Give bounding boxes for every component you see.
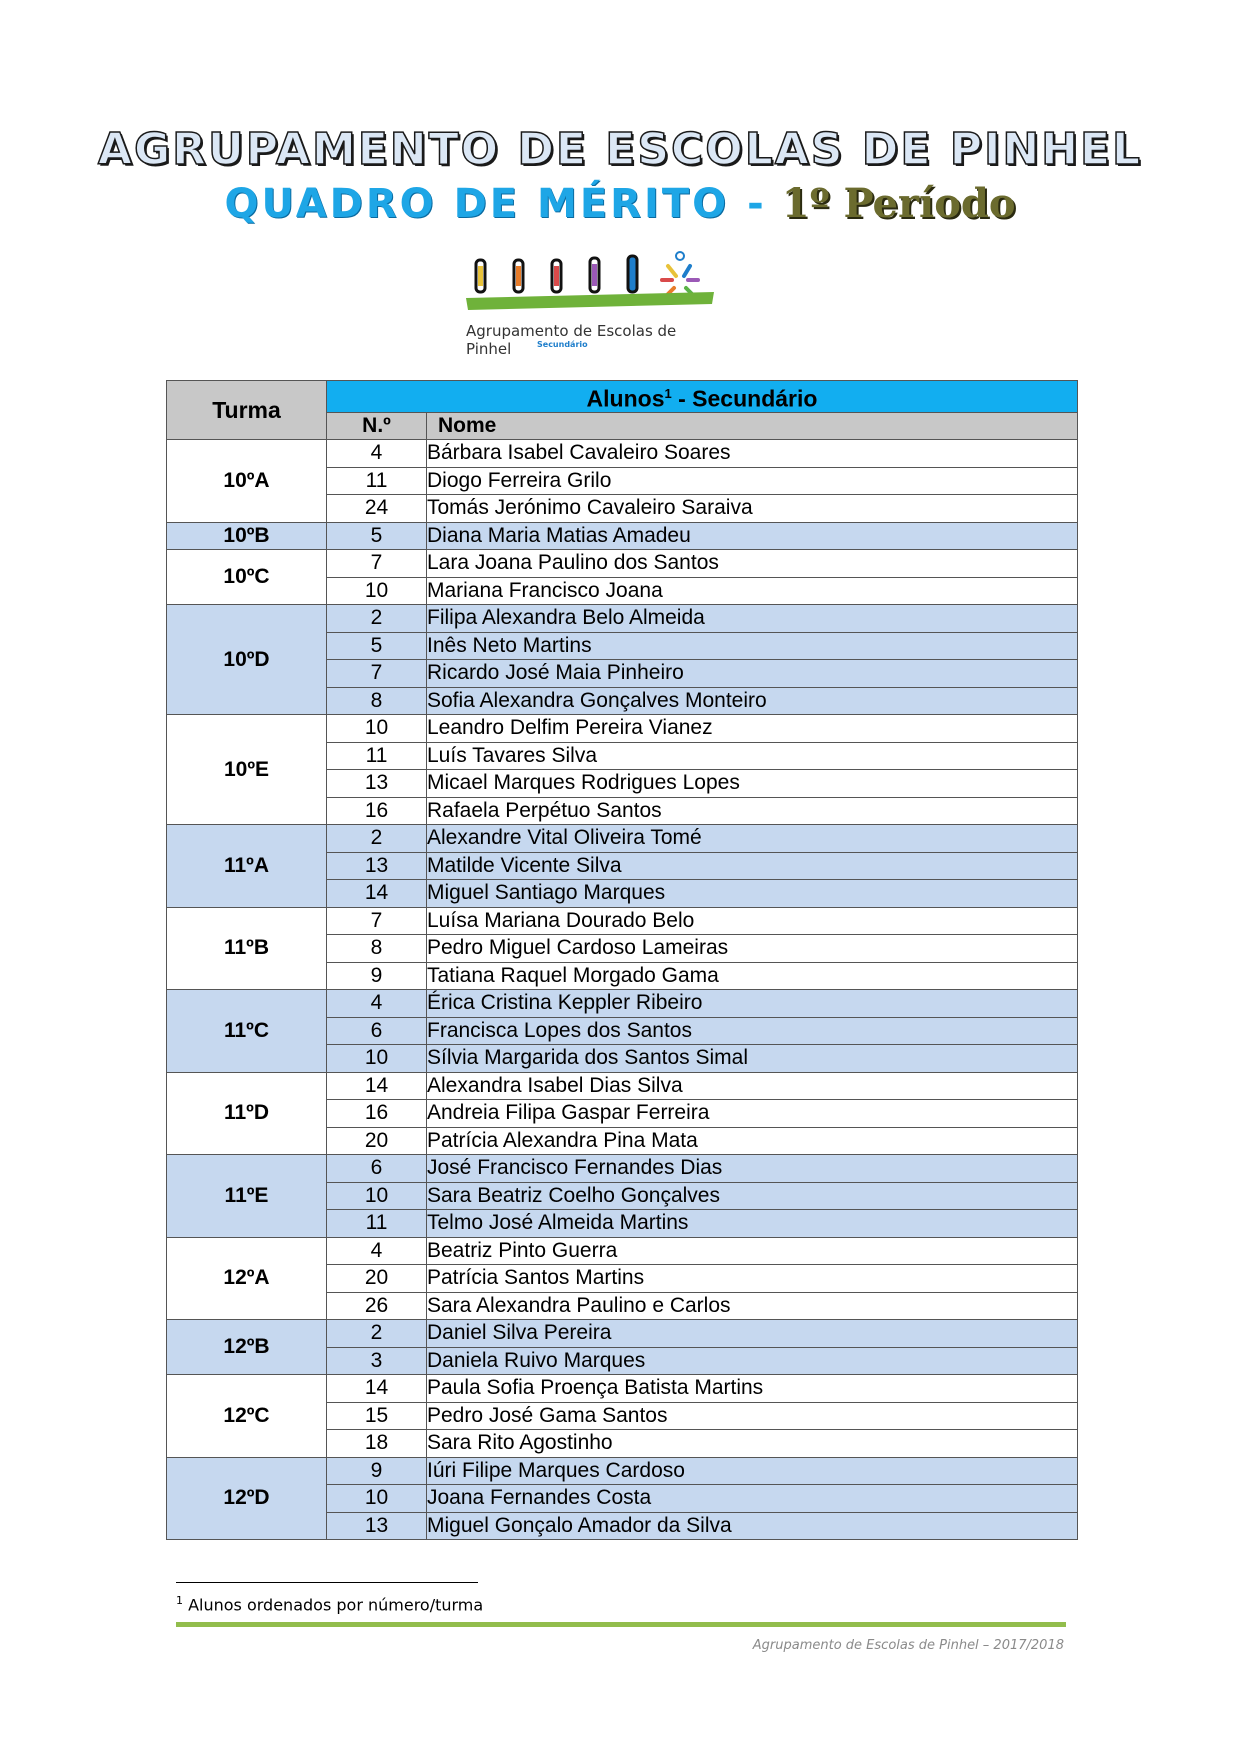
student-name: José Francisco Fernandes Dias (427, 1155, 1078, 1183)
student-number: 20 (327, 1127, 427, 1155)
header-turma: Turma (167, 381, 327, 440)
footnote-text: Alunos ordenados por número/turma (183, 1595, 484, 1615)
student-number: 18 (327, 1430, 427, 1458)
student-number: 11 (327, 742, 427, 770)
table-row (167, 1320, 1078, 1348)
logo-name: Agrupamento de Escolas de Pinhel (466, 322, 677, 358)
student-name: Miguel Gonçalo Amador da Silva (427, 1512, 1078, 1540)
student-name: Bárbara Isabel Cavaleiro Soares (427, 440, 1078, 468)
subtitle-period: 1º Período (781, 180, 1016, 227)
student-number: 26 (327, 1292, 427, 1320)
student-name: Sílvia Margarida dos Santos Simal (427, 1045, 1078, 1073)
student-number: 8 (327, 687, 427, 715)
student-number: 16 (327, 797, 427, 825)
student-name: Ricardo José Maia Pinheiro (427, 660, 1078, 688)
footer-rule (176, 1622, 1066, 1627)
table-row (167, 522, 1078, 550)
student-number: 14 (327, 1375, 427, 1403)
student-number: 10 (327, 577, 427, 605)
subtitle-separator: - (747, 181, 764, 227)
student-number: 20 (327, 1265, 427, 1293)
student-name: Francisca Lopes dos Santos (427, 1017, 1078, 1045)
turma-cell: 11ºE (167, 1155, 327, 1238)
student-name: Lara Joana Paulino dos Santos (427, 550, 1078, 578)
student-number: 24 (327, 495, 427, 523)
page-footer: Agrupamento de Escolas de Pinhel – 2017/2018 (752, 1638, 1064, 1653)
student-number: 13 (327, 770, 427, 798)
student-number: 9 (327, 1457, 427, 1485)
student-number: 7 (327, 660, 427, 688)
turma-cell: 10ºE (167, 715, 327, 825)
table-row (167, 907, 1078, 935)
student-number: 9 (327, 962, 427, 990)
student-name: Sara Beatriz Coelho Gonçalves (427, 1182, 1078, 1210)
table-row (167, 550, 1078, 578)
student-name: Patrícia Santos Martins (427, 1265, 1078, 1293)
student-number: 11 (327, 467, 427, 495)
student-name: Patrícia Alexandra Pina Mata (427, 1127, 1078, 1155)
student-name: Daniela Ruivo Marques (427, 1347, 1078, 1375)
student-number: 4 (327, 440, 427, 468)
student-name: Sofia Alexandra Gonçalves Monteiro (427, 687, 1078, 715)
student-name: Diana Maria Matias Amadeu (427, 522, 1078, 550)
student-name: Joana Fernandes Costa (427, 1485, 1078, 1513)
student-number: 7 (327, 550, 427, 578)
student-name: Mariana Francisco Joana (427, 577, 1078, 605)
subtitle-main: QUADRO DE MÉRITO (224, 181, 730, 227)
header-alunos (327, 381, 1078, 413)
student-name: Miguel Santiago Marques (427, 880, 1078, 908)
table-row (167, 1457, 1078, 1485)
student-number: 7 (327, 907, 427, 935)
table-body (167, 440, 1078, 1540)
student-name: Filipa Alexandra Belo Almeida (427, 605, 1078, 633)
student-number: 2 (327, 605, 427, 633)
table-row (167, 1155, 1078, 1183)
student-number: 6 (327, 1155, 427, 1183)
student-number: 4 (327, 1237, 427, 1265)
student-number: 8 (327, 935, 427, 963)
student-name: Tomás Jerónimo Cavaleiro Saraiva (427, 495, 1078, 523)
student-name: Beatriz Pinto Guerra (427, 1237, 1078, 1265)
student-number: 14 (327, 1072, 427, 1100)
turma-cell: 10ºA (167, 440, 327, 523)
table-row (167, 1375, 1078, 1403)
footnote-divider (176, 1582, 478, 1583)
student-name: Iúri Filipe Marques Cardoso (427, 1457, 1078, 1485)
student-number: 10 (327, 1045, 427, 1073)
table-row (167, 440, 1078, 468)
merit-table (166, 380, 1078, 1540)
student-name: Pedro José Gama Santos (427, 1402, 1078, 1430)
footnote-ref: 1 (664, 386, 672, 401)
turma-cell: 12ºB (167, 1320, 327, 1375)
student-name: Paula Sofia Proença Batista Martins (427, 1375, 1078, 1403)
student-number: 5 (327, 632, 427, 660)
header-nome: Nome (427, 412, 1078, 440)
student-number: 10 (327, 715, 427, 743)
student-name: Érica Cristina Keppler Ribeiro (427, 990, 1078, 1018)
header-alunos-label: Alunos (586, 385, 665, 412)
student-number: 10 (327, 1182, 427, 1210)
turma-cell: 11ºB (167, 907, 327, 990)
student-number: 2 (327, 1320, 427, 1348)
table-row (167, 990, 1078, 1018)
student-number: 3 (327, 1347, 427, 1375)
turma-cell: 12ºC (167, 1375, 327, 1458)
footnote (176, 1594, 483, 1614)
student-number: 6 (327, 1017, 427, 1045)
turma-cell: 11ºD (167, 1072, 327, 1155)
student-name: Alexandre Vital Oliveira Tomé (427, 825, 1078, 853)
student-name: Alexandra Isabel Dias Silva (427, 1072, 1078, 1100)
turma-cell: 11ºA (167, 825, 327, 908)
table-row (167, 825, 1078, 853)
turma-cell: 12ºD (167, 1457, 327, 1540)
header-alunos-suffix: - Secundário (671, 385, 818, 412)
student-name: Rafaela Perpétuo Santos (427, 797, 1078, 825)
logo-subtitle: Secundário (537, 340, 588, 349)
turma-cell: 10ºD (167, 605, 327, 715)
student-name: Telmo José Almeida Martins (427, 1210, 1078, 1238)
student-name: Inês Neto Martins (427, 632, 1078, 660)
student-name: Micael Marques Rodrigues Lopes (427, 770, 1078, 798)
turma-cell: 10ºB (167, 522, 327, 550)
student-name: Leandro Delfim Pereira Vianez (427, 715, 1078, 743)
student-name: Luís Tavares Silva (427, 742, 1078, 770)
student-number: 16 (327, 1100, 427, 1128)
turma-cell: 12ºA (167, 1237, 327, 1320)
student-number: 11 (327, 1210, 427, 1238)
student-name: Luísa Mariana Dourado Belo (427, 907, 1078, 935)
table-row (167, 1072, 1078, 1100)
student-number: 4 (327, 990, 427, 1018)
student-number: 14 (327, 880, 427, 908)
turma-cell: 10ºC (167, 550, 327, 605)
student-number: 13 (327, 1512, 427, 1540)
header-num: N.º (327, 412, 427, 440)
student-name: Sara Rito Agostinho (427, 1430, 1078, 1458)
document-subtitle (0, 180, 1240, 227)
table-row (167, 605, 1078, 633)
student-name: Diogo Ferreira Grilo (427, 467, 1078, 495)
table-row (167, 715, 1078, 743)
turma-cell: 11ºC (167, 990, 327, 1073)
student-number: 5 (327, 522, 427, 550)
student-name: Andreia Filipa Gaspar Ferreira (427, 1100, 1078, 1128)
student-number: 10 (327, 1485, 427, 1513)
student-name: Matilde Vicente Silva (427, 852, 1078, 880)
student-name: Tatiana Raquel Morgado Gama (427, 962, 1078, 990)
table-row (167, 1237, 1078, 1265)
student-name: Sara Alexandra Paulino e Carlos (427, 1292, 1078, 1320)
student-name: Daniel Silva Pereira (427, 1320, 1078, 1348)
document-title: AGRUPAMENTO DE ESCOLAS DE PINHEL (97, 124, 1143, 175)
student-name: Pedro Miguel Cardoso Lameiras (427, 935, 1078, 963)
footnote-mark: 1 (176, 1594, 183, 1607)
student-number: 2 (327, 825, 427, 853)
student-number: 15 (327, 1402, 427, 1430)
table-header-row (167, 381, 1078, 413)
student-number: 13 (327, 852, 427, 880)
